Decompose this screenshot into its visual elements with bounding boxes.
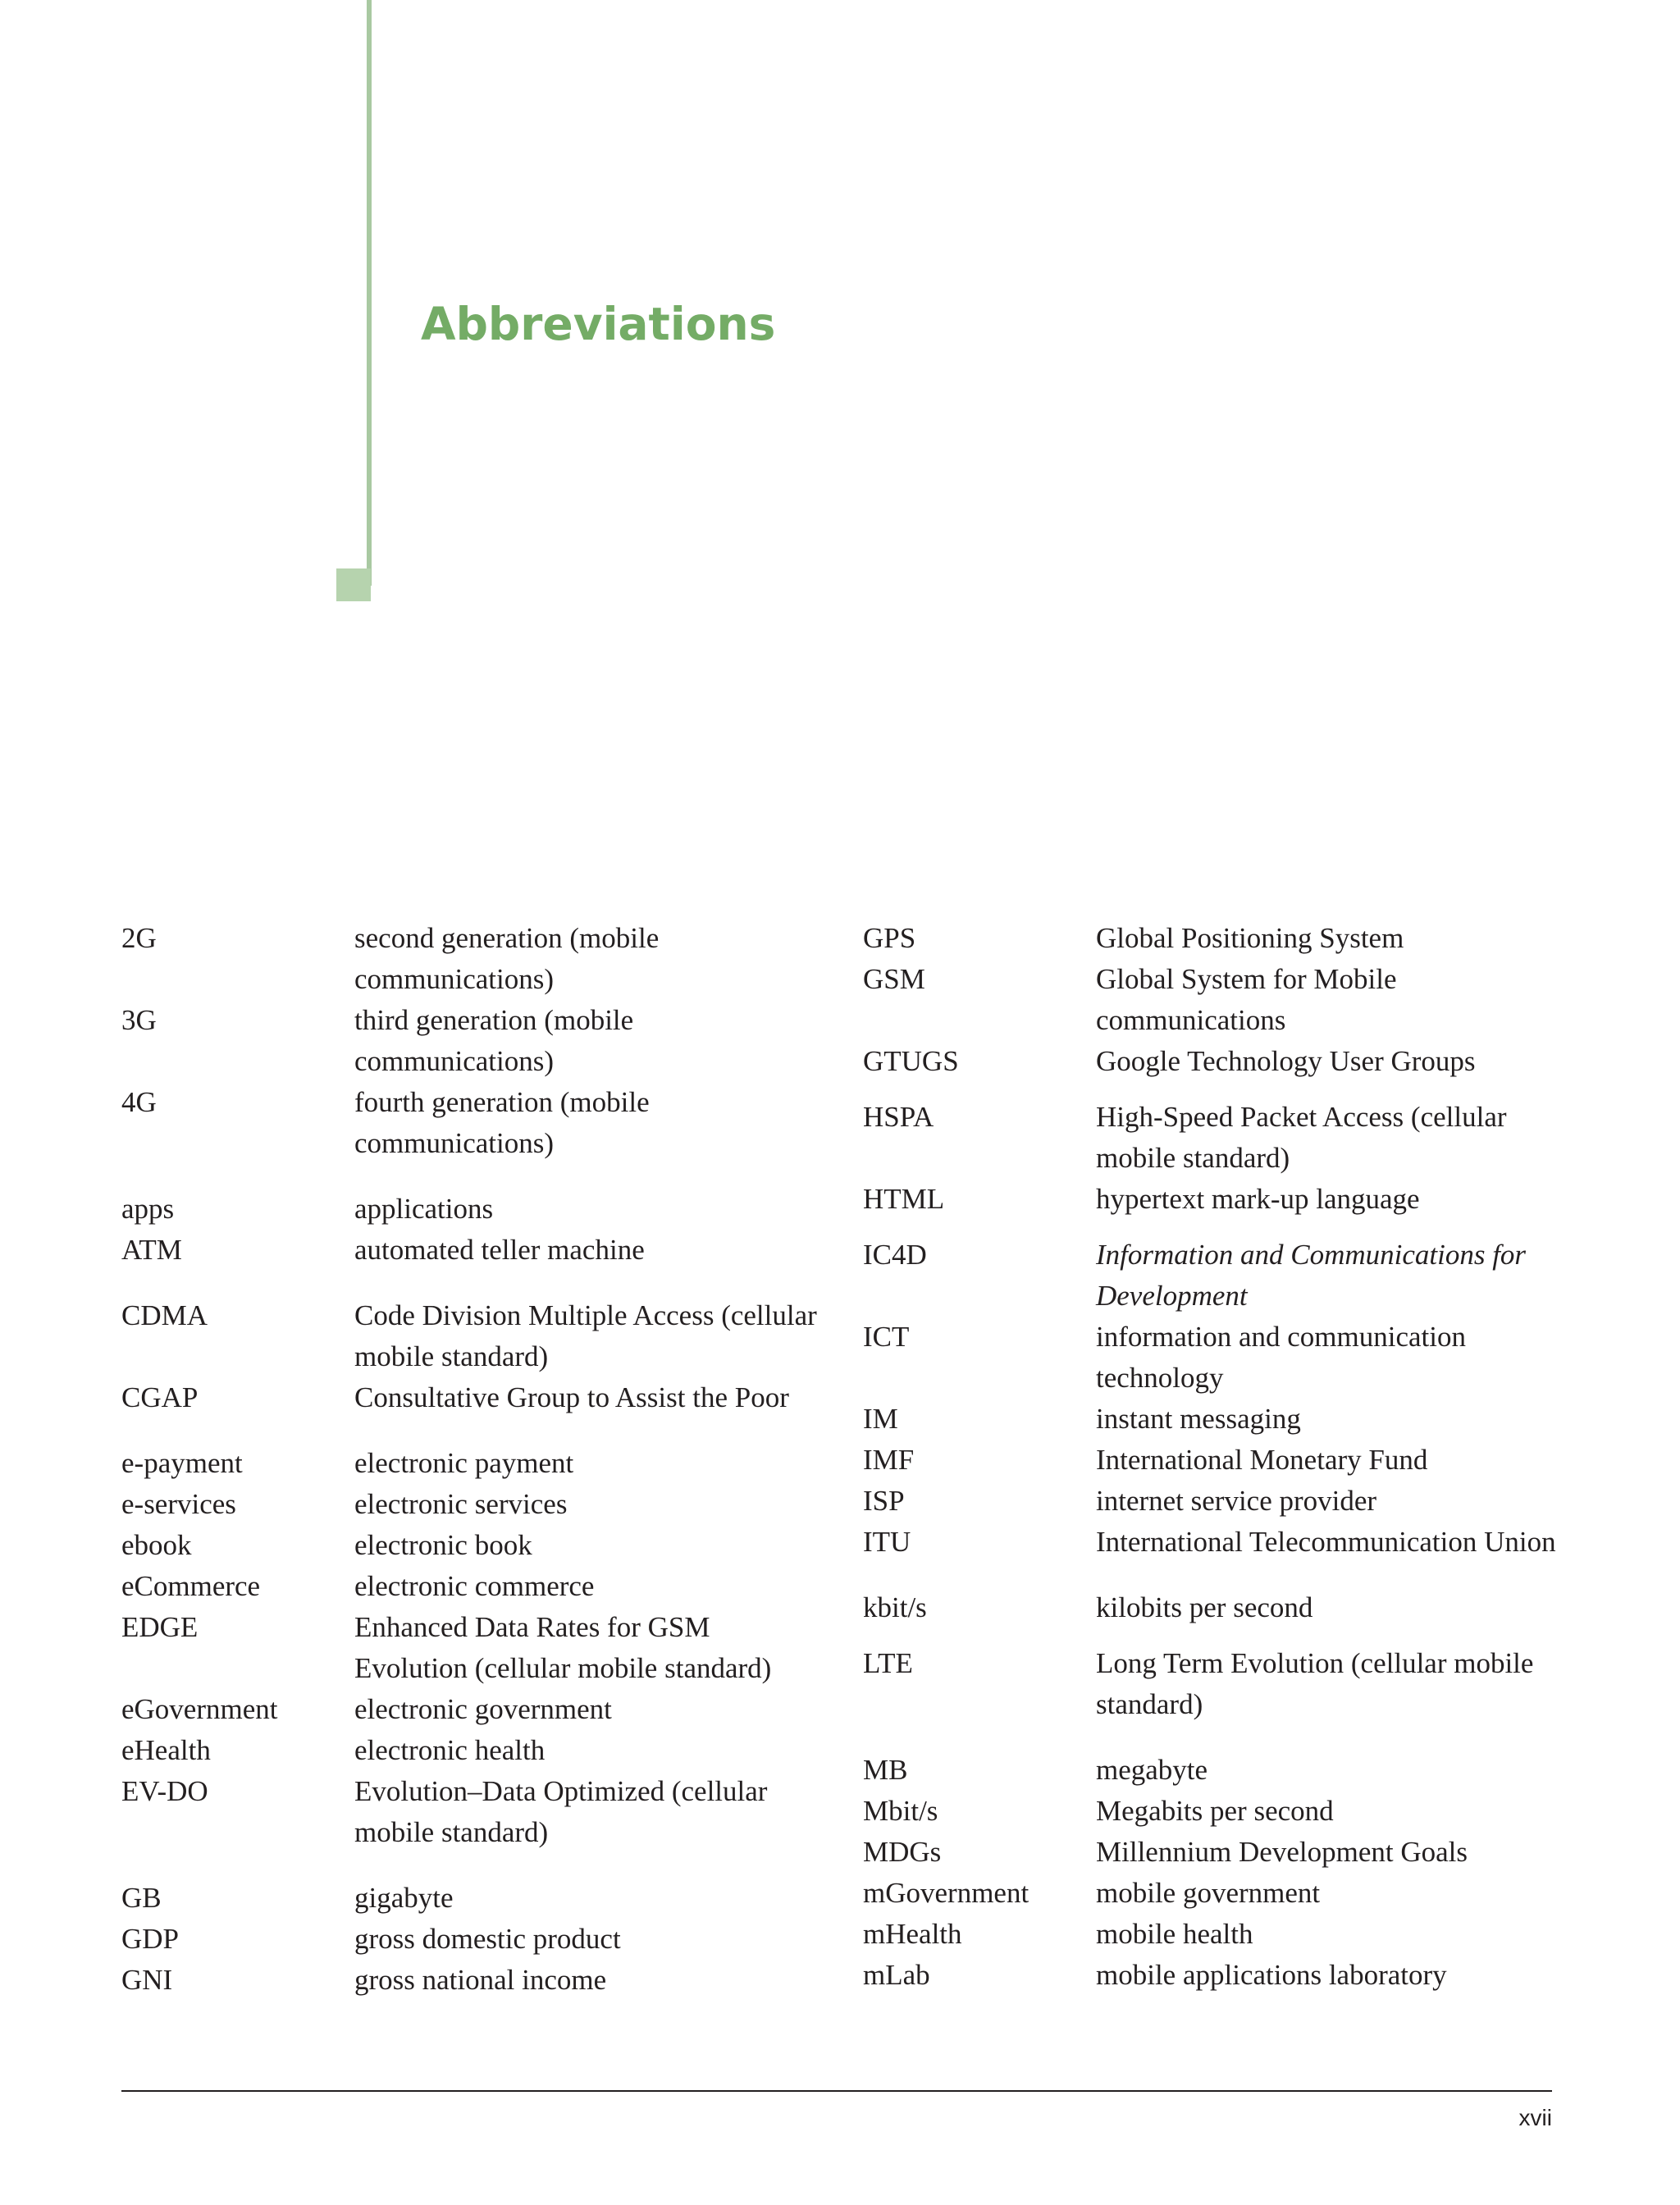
abbreviation-term: GSM (863, 963, 925, 995)
abbreviation-term: ICT (863, 1321, 910, 1353)
abbreviation-term: HSPA (863, 1101, 934, 1133)
abbreviation-term: IC4D (863, 1239, 927, 1271)
abbreviation-entry (121, 1230, 827, 1271)
abbreviation-entry (121, 1689, 827, 1730)
abbreviation-definition: mobile applications laboratory (1096, 1959, 1447, 1991)
abbreviation-term: IM (863, 1403, 898, 1435)
abbreviation-entry (863, 1399, 1577, 1440)
abbreviation-definition: internet service provider (1096, 1485, 1377, 1517)
decorative-vertical-bar (367, 0, 372, 586)
abbreviation-entry (863, 1791, 1577, 1832)
abbreviation-entry (863, 1522, 1577, 1563)
abbreviation-definition: mobile health (1096, 1918, 1253, 1950)
abbreviation-definition: automated teller machine (354, 1234, 645, 1266)
abbreviation-definition: second generation (mobile communications) (354, 922, 660, 995)
abbreviation-definition: electronic book (354, 1529, 532, 1561)
abbreviation-definition: fourth generation (mobile communications) (354, 1086, 650, 1159)
abbreviation-entry (863, 1873, 1577, 1914)
abbreviation-term: mGovernment (863, 1877, 1029, 1909)
abbreviation-definition: Consultative Group to Assist the Poor (354, 1381, 789, 1413)
abbreviation-term: EV-DO (121, 1775, 208, 1807)
abbreviation-entry (863, 1041, 1577, 1082)
abbreviation-entry (863, 1097, 1577, 1179)
abbreviation-term: GPS (863, 922, 916, 954)
abbreviation-definition: electronic payment (354, 1447, 574, 1479)
abbreviation-definition: Global Positioning System (1096, 922, 1404, 954)
abbreviation-entry (121, 1566, 827, 1607)
abbreviation-term: IMF (863, 1444, 915, 1476)
abbreviation-entry (121, 1919, 827, 1960)
abbreviation-definition: High-Speed Packet Access (cellular mobile standard) (1096, 1101, 1507, 1174)
abbreviation-entry (863, 959, 1577, 1041)
abbreviation-term: GNI (121, 1964, 173, 1996)
abbreviation-term: eCommerce (121, 1570, 261, 1602)
abbreviation-entry (121, 1000, 827, 1082)
abbreviation-term: mLab (863, 1959, 930, 1991)
abbreviation-entry (863, 1914, 1577, 1955)
abbreviation-entry (121, 1771, 827, 1853)
abbreviation-term: 2G (121, 922, 157, 954)
abbreviation-definition: electronic services (354, 1488, 568, 1520)
abbreviation-entry (121, 1878, 827, 1919)
abbreviation-definition: information and communication technology (1096, 1321, 1467, 1394)
abbreviation-term: ATM (121, 1234, 182, 1266)
abbreviation-term: ITU (863, 1526, 911, 1558)
abbreviation-entry (863, 1643, 1577, 1725)
abbreviation-term: e-services (121, 1488, 236, 1520)
abbreviation-entry (863, 1750, 1577, 1791)
abbreviation-term: e-payment (121, 1447, 243, 1479)
abbreviation-term: GDP (121, 1923, 180, 1955)
abbreviation-entry (121, 1377, 827, 1418)
abbreviation-definition: International Monetary Fund (1096, 1444, 1428, 1476)
abbreviation-definition: electronic government (354, 1693, 612, 1725)
abbreviation-definition: Megabits per second (1096, 1795, 1334, 1827)
abbreviation-definition: Long Term Evolution (cellular mobile standard) (1096, 1647, 1534, 1720)
abbreviation-term: MB (863, 1754, 908, 1786)
decorative-square (336, 568, 371, 601)
abbreviation-term: kbit/s (863, 1591, 927, 1623)
abbreviation-term: EDGE (121, 1611, 199, 1643)
abbreviation-entry (863, 1587, 1577, 1628)
abbreviation-term: ISP (863, 1485, 905, 1517)
abbreviation-term: ebook (121, 1529, 192, 1561)
abbreviation-entry (863, 1440, 1577, 1481)
abbreviation-definition: Google Technology User Groups (1096, 1045, 1476, 1077)
abbreviation-entry (121, 1960, 827, 2001)
abbreviation-definition: megabyte (1096, 1754, 1208, 1786)
abbreviation-term: 3G (121, 1004, 157, 1036)
abbreviations-column-right (863, 918, 1577, 1996)
abbreviation-definition: Millennium Development Goals (1096, 1836, 1468, 1868)
abbreviation-definition: International Telecommunication Union (1096, 1526, 1556, 1558)
abbreviation-definition: electronic commerce (354, 1570, 595, 1602)
abbreviation-entry (863, 918, 1577, 959)
abbreviation-definition: Code Division Multiple Access (cellular mobile standard) (354, 1299, 817, 1372)
abbreviation-entry (121, 1295, 827, 1377)
abbreviation-entry (121, 1082, 827, 1164)
abbreviation-term: MDGs (863, 1836, 942, 1868)
abbreviation-definition: mobile government (1096, 1877, 1321, 1909)
abbreviation-definition: Evolution–Data Optimized (cellular mobile standard) (354, 1775, 768, 1848)
abbreviation-entry (863, 1481, 1577, 1522)
abbreviation-term: LTE (863, 1647, 913, 1679)
abbreviation-definition: third generation (mobile communications) (354, 1004, 634, 1077)
page-title: Abbreviations (421, 298, 776, 350)
abbreviation-term: CDMA (121, 1299, 208, 1331)
abbreviation-definition: Global System for Mobile communications (1096, 963, 1397, 1036)
abbreviation-term: mHealth (863, 1918, 962, 1950)
abbreviation-definition: Information and Communications for Development (1096, 1239, 1527, 1312)
abbreviation-definition: gigabyte (354, 1882, 454, 1914)
abbreviation-term: eHealth (121, 1734, 211, 1766)
abbreviation-entry (121, 918, 827, 1000)
abbreviation-entry (121, 1730, 827, 1771)
abbreviation-term: GTUGS (863, 1045, 959, 1077)
abbreviation-entry (121, 1189, 827, 1230)
footer-rule (121, 2090, 1552, 2092)
page-number: xvii (1518, 2105, 1552, 2130)
abbreviation-term: apps (121, 1193, 175, 1225)
abbreviation-definition: Enhanced Data Rates for GSM Evolution (cellular mobile standard) (354, 1611, 772, 1684)
abbreviation-entry (863, 1955, 1577, 1996)
abbreviation-entry (121, 1443, 827, 1484)
abbreviation-term: CGAP (121, 1381, 199, 1413)
abbreviation-definition: kilobits per second (1096, 1591, 1313, 1623)
abbreviation-entry (863, 1317, 1577, 1399)
abbreviation-definition: hypertext mark-up language (1096, 1183, 1420, 1215)
abbreviation-entry (863, 1179, 1577, 1220)
abbreviation-definition: applications (354, 1193, 494, 1225)
abbreviation-entry (121, 1607, 827, 1689)
abbreviation-entry (863, 1832, 1577, 1873)
abbreviation-definition: gross national income (354, 1964, 607, 1996)
abbreviation-term: 4G (121, 1086, 157, 1118)
abbreviation-entry (121, 1484, 827, 1525)
abbreviation-entry (863, 1235, 1577, 1317)
abbreviation-term: GB (121, 1882, 162, 1914)
abbreviation-entry (121, 1525, 827, 1566)
abbreviation-definition: electronic health (354, 1734, 546, 1766)
abbreviation-term: HTML (863, 1183, 945, 1215)
abbreviation-definition: gross domestic product (354, 1923, 621, 1955)
abbreviation-term: eGovernment (121, 1693, 278, 1725)
abbreviations-column-left (121, 918, 827, 2001)
abbreviation-definition: instant messaging (1096, 1403, 1301, 1435)
abbreviation-term: Mbit/s (863, 1795, 938, 1827)
